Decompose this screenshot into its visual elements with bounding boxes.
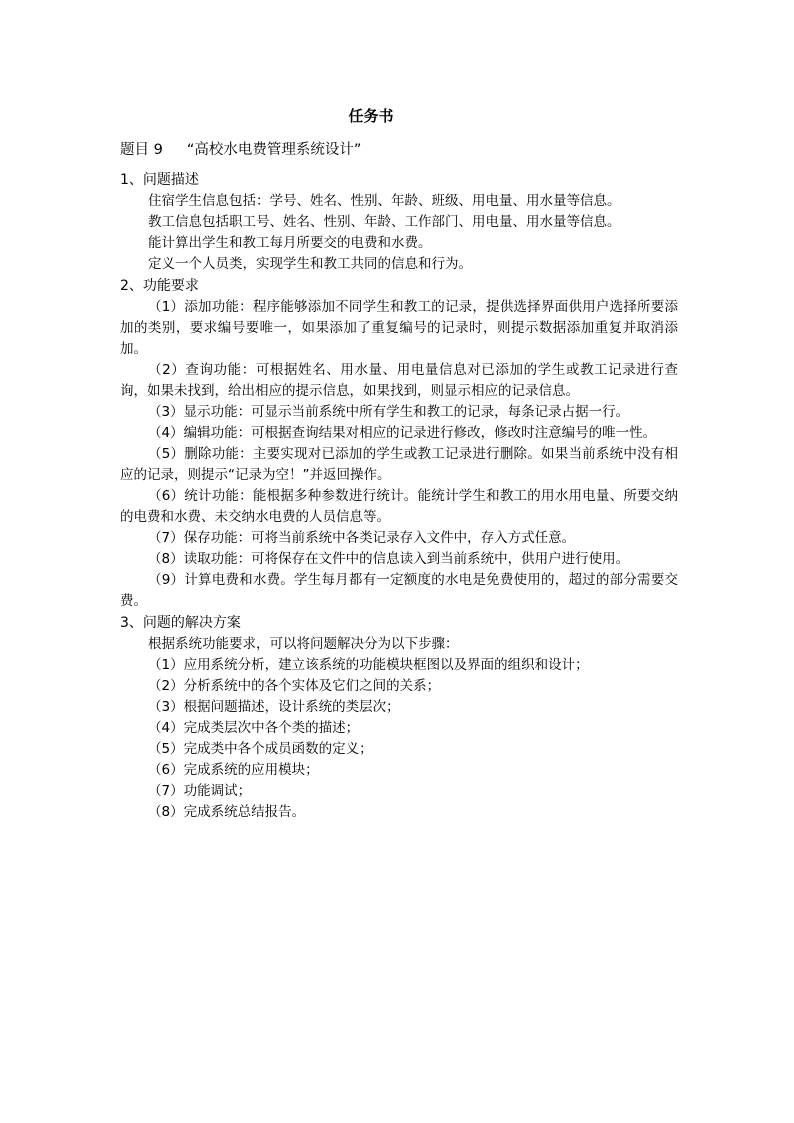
section-function-requirements (120, 275, 678, 612)
list-item: 教工信息包括职工号、姓名、性别、年龄、工作部门、用电量、用水量等信息。 (148, 214, 621, 230)
list-item: 住宿学生信息包括：学号、姓名、性别、年龄、班级、用电量、用水量等信息。 (148, 193, 621, 209)
paragraph: （7）保存功能：可将当前系统中各类记录存入文件中，存入方式任意。 (148, 530, 576, 546)
paragraph: （8）读取功能：可将保存在文件中的信息读入到当前系统中，供用户进行使用。 (148, 551, 630, 567)
section-heading: 1、问题描述 (120, 172, 199, 188)
list-item: （5）完成类中各个成员函数的定义； (148, 741, 373, 757)
list-item: （8）完成系统总结报告。 (148, 804, 306, 820)
paragraph: （1）添加功能：程序能够添加不同学生和教工的记录，提供选择界面供用户选择所要添加的类别，要求编号要唯一，如果添加了重复编号的记录时，则提示数据添加重复并取消添加。 (120, 299, 678, 357)
paragraph: （6）统计功能：能根据多种参数进行统计。能统计学生和教工的用水用电量、所要交纳的电费和水费、未交纳水电费的人员信息等。 (120, 488, 678, 525)
list-item: （4）完成类层次中各个类的描述； (148, 720, 360, 736)
paragraph: （2）查询功能：可根据姓名、用水量、用电量信息对已添加的学生或教工记录进行查询，如果未找到，给出相应的提示信息，如果找到，则显示相应的记录信息。 (120, 362, 678, 399)
list-item: （1）应用系统分析，建立该系统的功能模块框图以及界面的组织和设计； (148, 657, 589, 673)
paragraph: （9）计算电费和水费。学生每月都有一定额度的水电是免费使用的，超过的部分需要交费。 (120, 572, 678, 609)
section-solution (120, 612, 678, 823)
list-item: 定义一个人员类，实现学生和教工共同的信息和行为。 (148, 256, 472, 272)
document-body (120, 169, 678, 823)
topic-line (120, 138, 700, 162)
paragraph: （5）删除功能：主要实现对已添加的学生或教工记录进行删除。如果当前系统中没有相应的记录，则提示“记录为空！”并返回操作。 (120, 446, 678, 483)
list-item: （2）分析系统中的各个实体及它们之间的关系； (148, 678, 441, 694)
paragraph: （3）显示功能：可显示当前系统中所有学生和教工的记录，每条记录占据一行。 (148, 404, 630, 420)
paragraph: （4）编辑功能：可根据查询结果对相应的记录进行修改，修改时注意编号的唯一性。 (148, 425, 657, 441)
section-heading: 2、功能要求 (120, 278, 199, 294)
section-intro: 根据系统功能要求，可以将问题解决分为以下步骤： (148, 636, 459, 652)
list-item: （7）功能调试； (148, 783, 252, 799)
section-heading: 3、问题的解决方案 (120, 615, 241, 631)
topic-label: 题目 9 (120, 142, 163, 158)
list-item: 能计算出学生和教工每月所要交的电费和水费。 (148, 235, 432, 251)
list-item: （6）完成系统的应用模块； (148, 762, 319, 778)
topic-title: “高校水电费管理系统设计” (186, 142, 362, 158)
section-problem-description (120, 169, 678, 275)
document-title: 任务书 (348, 107, 394, 125)
list-item: （3）根据问题描述，设计系统的类层次； (148, 699, 400, 715)
